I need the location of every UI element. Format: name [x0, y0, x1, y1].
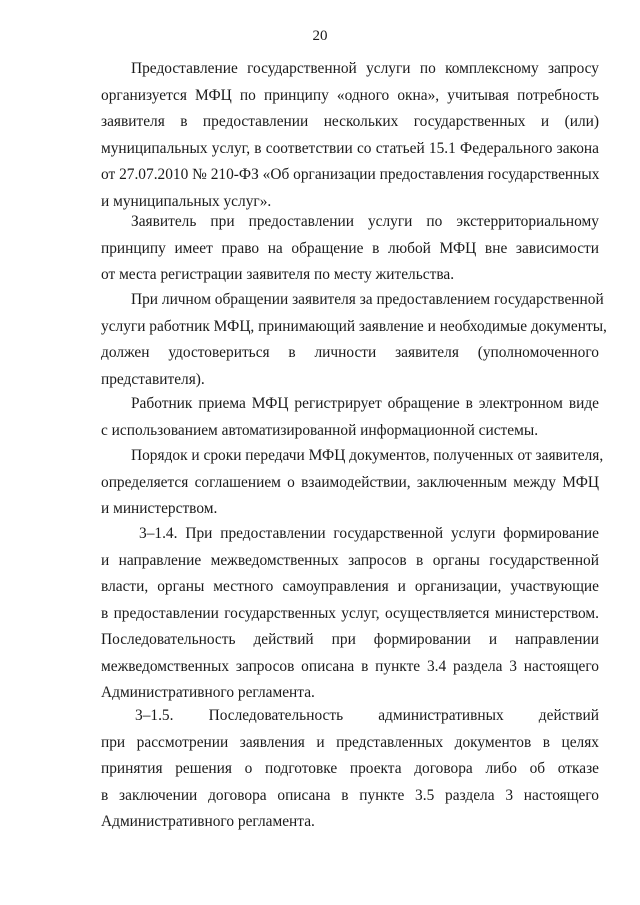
text-line: Заявитель при предоставлении услуги по экстерриториальному [131, 213, 599, 230]
text-line: в предоставлении государственных услуг, осуществляется министерством. [101, 604, 599, 622]
paragraph-registration [101, 391, 599, 444]
text-line: власти, органы местного самоуправления и организации, участвующие [101, 578, 599, 595]
text-line: принятия решения о подготовке проекта договора либо об отказе [101, 760, 599, 777]
text-line: представителя). [101, 370, 205, 388]
paragraph-personal-appeal [101, 287, 607, 393]
text-line: заявителя в предоставлении нескольких государственных и (или) [101, 113, 599, 130]
text-line: 3–1.5. Последовательность административных действий [135, 707, 599, 724]
text-line: Порядок и сроки передачи МФЦ документов, полученных от заявителя, [131, 447, 604, 464]
paragraph-document-transfer [101, 443, 604, 523]
text-line: определяется соглашением о взаимодействии, заключенным между МФЦ [101, 473, 599, 491]
paragraph-section-3-1-5 [101, 703, 599, 836]
text-line: Работник приема МФЦ регистрирует обращение в электронном виде [131, 395, 599, 412]
text-line: Административного регламента. [101, 684, 315, 701]
text-line: и министерством. [101, 500, 218, 517]
text-line: принципу имеет право на обращение в любой МФЦ вне зависимости [101, 239, 599, 257]
text-line: При личном обращении заявителя за предоставлением государственной [131, 291, 604, 308]
text-line: и муниципальных услуг». [101, 192, 272, 210]
text-line: Последовательность действий при формировании и направлении [101, 631, 599, 648]
paragraph-section-3-1-4 [101, 521, 599, 707]
text-line: Административного регламента. [101, 813, 315, 830]
page-number: 20 [312, 28, 328, 44]
text-line: 3–1.4. При предоставлении государственной услуги формирование [139, 525, 599, 542]
paragraph-extraterritorial [101, 209, 599, 289]
text-line: организуется МФЦ по принципу «одного окна», учитывая потребность [101, 86, 599, 104]
text-line: и направление межведомственных запросов в органы государственной [101, 551, 599, 569]
text-line: муниципальных услуг, в соответствии со статьей 15.1 Федерального закона [101, 139, 599, 157]
text-line: от места регистрации заявителя по месту жительства. [101, 266, 455, 283]
text-line: услуги работник МФЦ, принимающий заявление и необходимые документы, [101, 317, 607, 335]
text-line: Предоставление государственной услуги по комплексному запросу [131, 60, 599, 77]
text-line: в заключении договора описана в пункте 3.5 раздела 3 настоящего [101, 786, 599, 804]
text-line: от 27.07.2010 № 210-ФЗ «Об организации предоставления государственных [101, 166, 600, 183]
text-line: должен удостовериться в личности заявителя (уполномоченного [101, 344, 599, 361]
paragraph-complex-request [101, 56, 599, 215]
text-line: межведомственных запросов описана в пункте 3.4 раздела 3 настоящего [101, 657, 599, 675]
text-line: с использованием автоматизированной информационной системы. [101, 421, 539, 439]
text-line: при рассмотрении заявления и представленных документов в целях [101, 733, 599, 751]
